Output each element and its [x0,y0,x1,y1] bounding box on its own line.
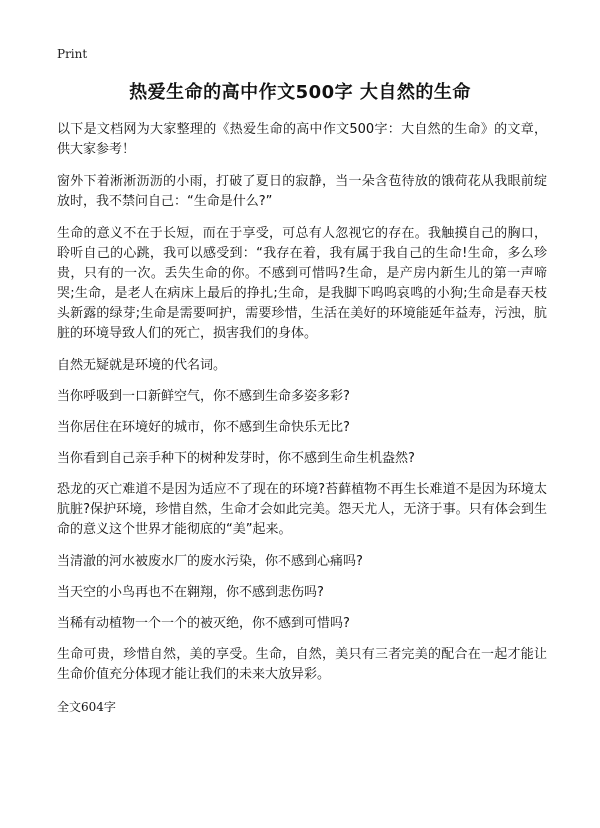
print-link[interactable]: Print [57,47,88,61]
article-paragraph: 生命可贵，珍惜自然，美的享受。生命，自然，美只有三者完美的配合在一起才能让生命价值充分体现才能让我们的未来大放异彩。 [57,647,547,682]
article-paragraph: 当你居住在环境好的城市，你不感到生命快乐无比? [57,420,350,435]
word-count: 全文604字 [57,700,116,714]
article-paragraph: 恐龙的灭亡难道不是因为适应不了现在的环境?苔藓植物不再生长难道不是因为环境太肮脏?保护环境，珍惜自然，生命才会如此完美。怨天尤人，无济于事。只有体会到生命的意义这个世界才能彻底的“美”起来。 [57,482,547,537]
article-paragraph: 当你呼吸到一口新鲜空气，你不感到生命多姿多彩? [57,389,350,404]
article-paragraph: 窗外下着淅淅沥沥的小雨，打破了夏日的寂静，当一朵含苞待放的饿荷花从我眼前绽放时，我不禁问自己：“生命是什么?” [57,174,547,209]
article-paragraph: 当天空的小鸟再也不在翱翔，你不感到悲伤吗? [57,585,324,600]
article-paragraph: 自然无疑就是环境的代名词。 [57,358,227,373]
page-title: 热爱生命的高中作文500字 大自然的生命 [129,82,471,103]
article-paragraph: 当清澈的河水被废水厂的废水污染，你不感到心痛吗? [57,554,363,569]
intro-paragraph: 以下是文档网为大家整理的《热爱生命的高中作文500字：大自然的生命》的文章，供大家参考！ [57,122,547,157]
article-paragraph: 当稀有动植物一个一个的被灭绝，你不感到可惜吗? [57,616,350,631]
article-body [57,120,547,717]
article-paragraph: 生命的意义不在于长短，而在于享受，可总有人忽视它的存在。我触摸自己的胸口，聆听自己的心跳，我可以感受到：“我存在着，我有属于我自己的生命!生命，多么珍贵，只有的一次。丢失生命的你。不感到可惜吗?生命，是产房内新生儿的第一声啼哭;生命，是老人在病床上最后的挣扎;生命，是我脚下呜呜哀鸣的小狗;生命是春天枝头新露的绿芽;生命是需要呵护，需要珍惜，生活在美好的环境能延年益寿，污浊，肮脏的环境导致人们的死亡，损害我们的身体。 [57,226,547,341]
article-paragraph: 当你看到自己亲手种下的树种发芽时，你不感到生命生机盎然? [57,451,415,466]
